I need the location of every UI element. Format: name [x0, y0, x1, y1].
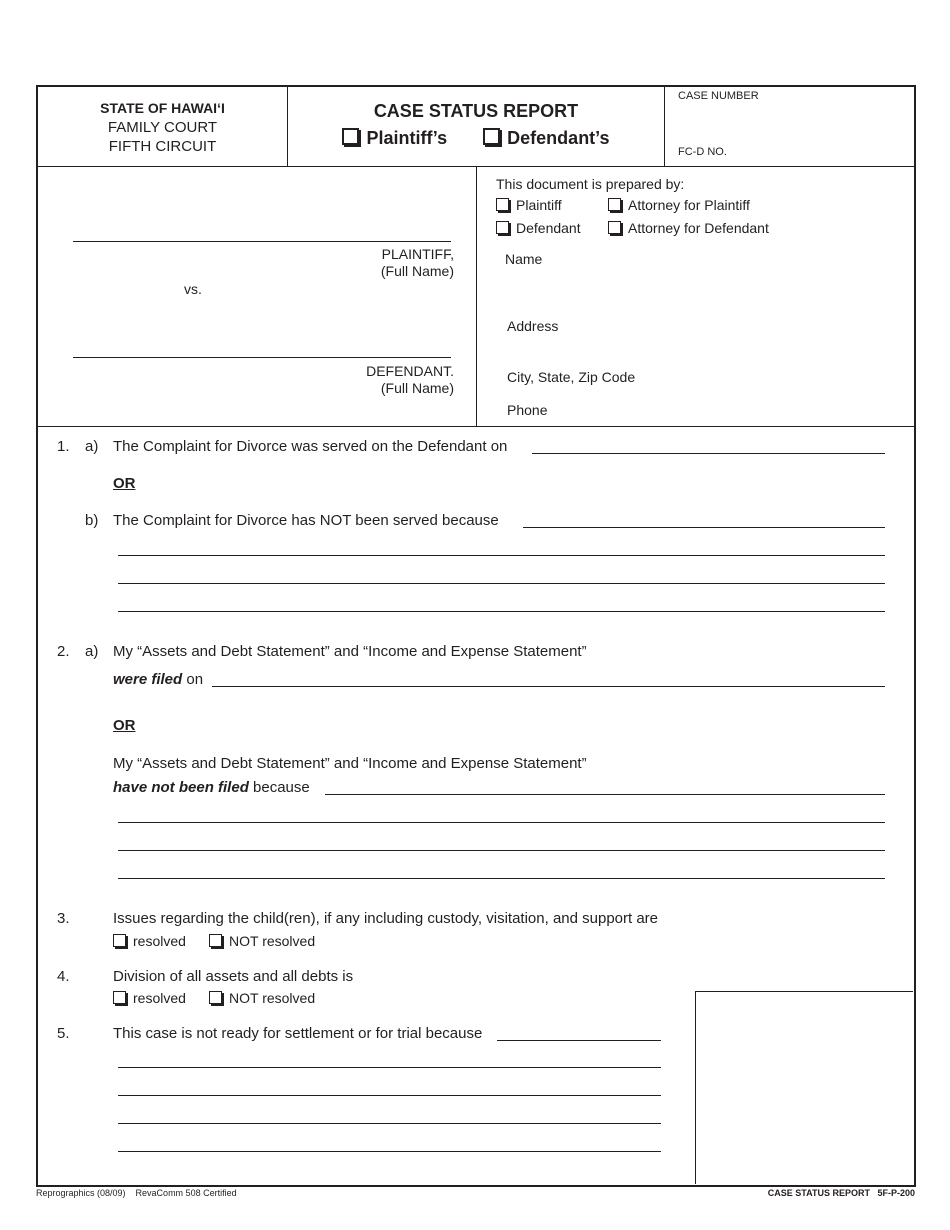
- checkbox-icon: [483, 128, 500, 145]
- page-title: CASE STATUS REPORT: [373, 101, 579, 121]
- defendant-label: DEFENDANT.: [366, 363, 454, 379]
- parties-bottom-divider: [36, 426, 914, 427]
- item-1b-reason-line[interactable]: [118, 583, 885, 584]
- prepared-by-attorney-defendant-label: Attorney for Defendant: [628, 220, 769, 236]
- item-5-reason-line[interactable]: [118, 1095, 661, 1096]
- prepared-by-plaintiff-label: Plaintiff: [516, 197, 562, 213]
- plaintiffs-report-label: Plaintiff’s: [366, 128, 448, 148]
- defendant-caption: [260, 363, 454, 397]
- item-3-resolved-label: resolved: [133, 933, 186, 949]
- prepared-by-attorney-defendant[interactable]: [608, 220, 769, 236]
- item-2b-reason-line[interactable]: [118, 850, 885, 851]
- item-1a-text: The Complaint for Divorce was served on the Defendant on: [113, 438, 508, 455]
- have-not-been-filed-text: have not been filed: [113, 779, 249, 796]
- item-5-reason-line[interactable]: [497, 1040, 661, 1041]
- item-5-reason-line[interactable]: [118, 1151, 661, 1152]
- item-4-number: 4.: [57, 968, 70, 985]
- header-col-divider-2: [664, 85, 665, 166]
- title-block: [288, 101, 664, 149]
- checkbox-icon: [342, 128, 359, 145]
- item-2a-statement: My “Assets and Debt Statement” and “Income and Expense Statement”: [113, 643, 587, 660]
- plaintiff-label: PLAINTIFF,: [381, 246, 454, 262]
- circuit-name: FIFTH CIRCUIT: [108, 138, 217, 155]
- item-1a-date-line[interactable]: [532, 453, 885, 454]
- fcd-no-label: FC-D NO.: [678, 146, 727, 158]
- item-4-text: Division of all assets and all debts is: [113, 968, 354, 985]
- defendants-report-checkbox[interactable]: [483, 128, 609, 148]
- because-text: because: [253, 779, 310, 796]
- report-party-options: [288, 128, 664, 149]
- item-2b-reason-line[interactable]: [118, 878, 885, 879]
- name-label: Name: [505, 251, 543, 267]
- court-block: [38, 99, 287, 156]
- checkbox-icon: [496, 221, 509, 234]
- item-4-resolved-checkbox[interactable]: [113, 990, 186, 1006]
- parties-divider: [476, 166, 477, 426]
- item-4-not-resolved-label: NOT resolved: [229, 990, 316, 1006]
- item-1-number: 1.: [57, 438, 70, 455]
- prepared-by-heading: This document is prepared by:: [496, 176, 685, 192]
- defendant-sub-label: (Full Name): [380, 380, 454, 396]
- phone-label: Phone: [507, 402, 548, 418]
- defendants-report-label: Defendant’s: [507, 128, 610, 148]
- item-5-text: This case is not ready for settlement or for trial because: [113, 1025, 483, 1042]
- plaintiffs-report-checkbox[interactable]: [342, 128, 447, 148]
- checkbox-icon: [113, 991, 126, 1004]
- item-1a-letter: a): [85, 438, 99, 455]
- item-2a-letter: a): [85, 643, 99, 660]
- state-name: STATE OF HAWAIʻI: [100, 100, 225, 116]
- item-2a-filed-line: [113, 671, 203, 688]
- case-number-label: CASE NUMBER: [678, 90, 759, 102]
- item-1b-letter: b): [85, 512, 99, 529]
- plaintiff-caption: [260, 246, 454, 280]
- item-3-not-resolved-label: NOT resolved: [229, 933, 316, 949]
- item-3-resolved-checkbox[interactable]: [113, 933, 186, 949]
- checkbox-icon: [608, 221, 621, 234]
- item-2b-statement: My “Assets and Debt Statement” and “Income and Expense Statement”: [113, 755, 587, 772]
- item-5-reason-line[interactable]: [118, 1123, 661, 1124]
- court-name: FAMILY COURT: [107, 119, 218, 136]
- prepared-by-attorney-plaintiff[interactable]: [608, 197, 750, 213]
- item-5-reason-line[interactable]: [118, 1067, 661, 1068]
- checkbox-icon: [496, 198, 509, 211]
- item-3-text: Issues regarding the child(ren), if any including custody, visitation, and support are: [113, 910, 659, 927]
- item-2-number: 2.: [57, 643, 70, 660]
- item-4-not-resolved-checkbox[interactable]: [209, 990, 315, 1006]
- checkbox-icon: [608, 198, 621, 211]
- on-text: on: [186, 671, 204, 688]
- header-divider: [36, 166, 914, 167]
- case-number-field[interactable]: [760, 100, 908, 140]
- plaintiff-name-line[interactable]: [73, 241, 451, 242]
- item-1b-reason-line[interactable]: [118, 611, 885, 612]
- versus-label: vs.: [184, 281, 202, 297]
- item-1b-reason-line[interactable]: [523, 527, 885, 528]
- footer-form-id: CASE STATUS REPORT 5F-P-200: [767, 1188, 915, 1198]
- item-1b-reason-line[interactable]: [118, 555, 885, 556]
- defendant-name-line[interactable]: [73, 357, 451, 358]
- item-2b-reason-line[interactable]: [325, 794, 885, 795]
- checkbox-icon: [209, 934, 222, 947]
- item-3-number: 3.: [57, 910, 70, 927]
- plaintiff-sub-label: (Full Name): [380, 263, 454, 279]
- prepared-by-defendant[interactable]: [496, 220, 581, 236]
- checkbox-icon: [209, 991, 222, 1004]
- city-state-zip-label: City, State, Zip Code: [507, 369, 636, 385]
- checkbox-icon: [113, 934, 126, 947]
- item-2a-date-line[interactable]: [212, 686, 885, 687]
- item-1-or: OR: [113, 475, 136, 492]
- item-4-resolved-label: resolved: [133, 990, 186, 1006]
- footer-reprographics: Reprographics (08/09) RevaComm 508 Certified: [36, 1188, 237, 1198]
- prepared-by-defendant-label: Defendant: [516, 220, 581, 236]
- item-2b-reason-line[interactable]: [118, 822, 885, 823]
- address-label: Address: [507, 318, 559, 334]
- were-filed-text: were filed: [113, 671, 183, 688]
- item-5-number: 5.: [57, 1025, 70, 1042]
- item-2-or: OR: [113, 717, 136, 734]
- item-1b-text: The Complaint for Divorce has NOT been served because: [113, 512, 499, 529]
- item-2b-not-filed-line: [113, 779, 310, 796]
- court-stamp-box: [695, 991, 913, 1184]
- prepared-by-attorney-plaintiff-label: Attorney for Plaintiff: [628, 197, 750, 213]
- item-3-not-resolved-checkbox[interactable]: [209, 933, 315, 949]
- prepared-by-plaintiff[interactable]: [496, 197, 562, 213]
